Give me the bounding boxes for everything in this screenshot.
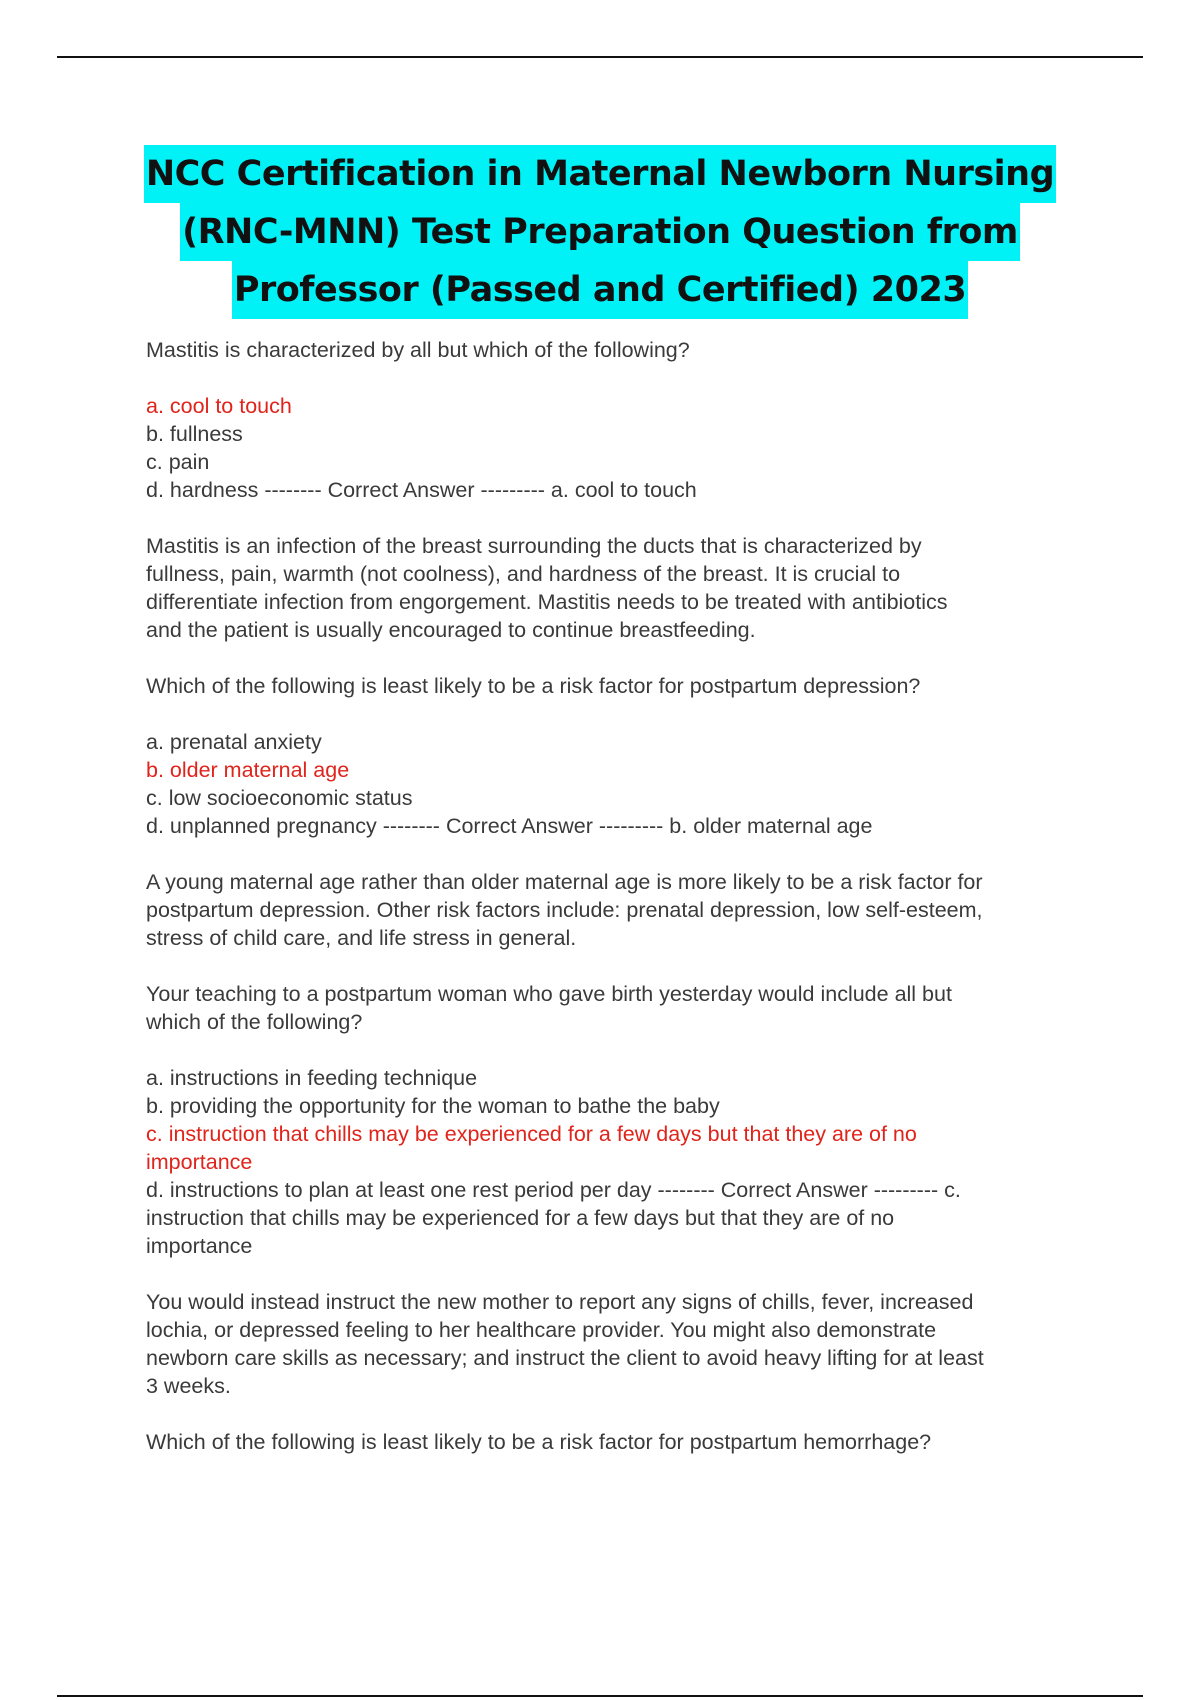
question-3-line: Your teaching to a postpartum woman who gave birth yesterday would include all but <box>146 982 952 1006</box>
q3-option-d-answer: importance <box>146 1234 253 1258</box>
question-2: Which of the following is least likely to be a risk factor for postpartum depression? <box>146 674 921 698</box>
q3-option-d-answer: instruction that chills may be experienced for a few days but that they are of no <box>146 1206 895 1230</box>
q2-option-b-correct: b. older maternal age <box>146 758 350 782</box>
q1-option-a-correct: a. cool to touch <box>146 394 292 418</box>
q2-option-a: a. prenatal anxiety <box>146 730 322 754</box>
q1-option-d-answer: d. hardness -------- Correct Answer --------- a. cool to touch <box>146 478 697 502</box>
q3-option-d-answer: d. instructions to plan at least one rest period per day -------- Correct Answer --------- c. <box>146 1178 961 1202</box>
question-4: Which of the following is least likely to be a risk factor for postpartum hemorrhage? <box>146 1430 932 1454</box>
q1-explanation-line: fullness, pain, warmth (not coolness), and hardness of the breast. It is crucial to <box>146 562 901 586</box>
q1-explanation-line: Mastitis is an infection of the breast surrounding the ducts that is characterized by <box>146 534 922 558</box>
top-rule <box>57 56 1143 58</box>
q1-option-b: b. fullness <box>146 422 243 446</box>
question-3-line: which of the following? <box>146 1010 363 1034</box>
q3-explanation-line: You would instead instruct the new mother to report any signs of chills, fever, increased <box>146 1290 974 1314</box>
q3-explanation-line: newborn care skills as necessary; and instruct the client to avoid heavy lifting for at least <box>146 1346 984 1370</box>
q1-explanation-line: and the patient is usually encouraged to continue breastfeeding. <box>146 618 756 642</box>
q3-option-c-correct: c. instruction that chills may be experienced for a few days but that they are of no <box>146 1122 917 1146</box>
q2-explanation-line: stress of child care, and life stress in general. <box>146 926 577 950</box>
title-line-2: (RNC-MNN) Test Preparation Question from <box>180 203 1020 261</box>
q2-option-c: c. low socioeconomic status <box>146 786 413 810</box>
q3-option-c-correct: importance <box>146 1150 253 1174</box>
title-line-1: NCC Certification in Maternal Newborn Nursing <box>144 145 1056 203</box>
q3-explanation-line: lochia, or depressed feeling to her healthcare provider. You might also demonstrate <box>146 1318 937 1342</box>
q3-option-b: b. providing the opportunity for the woman to bathe the baby <box>146 1094 720 1118</box>
document-body <box>146 336 1106 1456</box>
question-1: Mastitis is characterized by all but which of the following? <box>146 338 690 362</box>
q1-explanation-line: differentiate infection from engorgement. Mastitis needs to be treated with antibiotics <box>146 590 948 614</box>
q3-option-a: a. instructions in feeding technique <box>146 1066 478 1090</box>
q2-option-d-answer: d. unplanned pregnancy -------- Correct Answer --------- b. older maternal age <box>146 814 873 838</box>
q3-explanation-line: 3 weeks. <box>146 1374 231 1398</box>
title-line-3: Professor (Passed and Certified) 2023 <box>232 261 968 319</box>
q2-explanation-line: A young maternal age rather than older maternal age is more likely to be a risk factor for <box>146 870 983 894</box>
bottom-rule <box>57 1695 1143 1697</box>
document-title <box>100 145 1100 319</box>
q2-explanation-line: postpartum depression. Other risk factors include: prenatal depression, low self-esteem, <box>146 898 983 922</box>
q1-option-c: c. pain <box>146 450 210 474</box>
